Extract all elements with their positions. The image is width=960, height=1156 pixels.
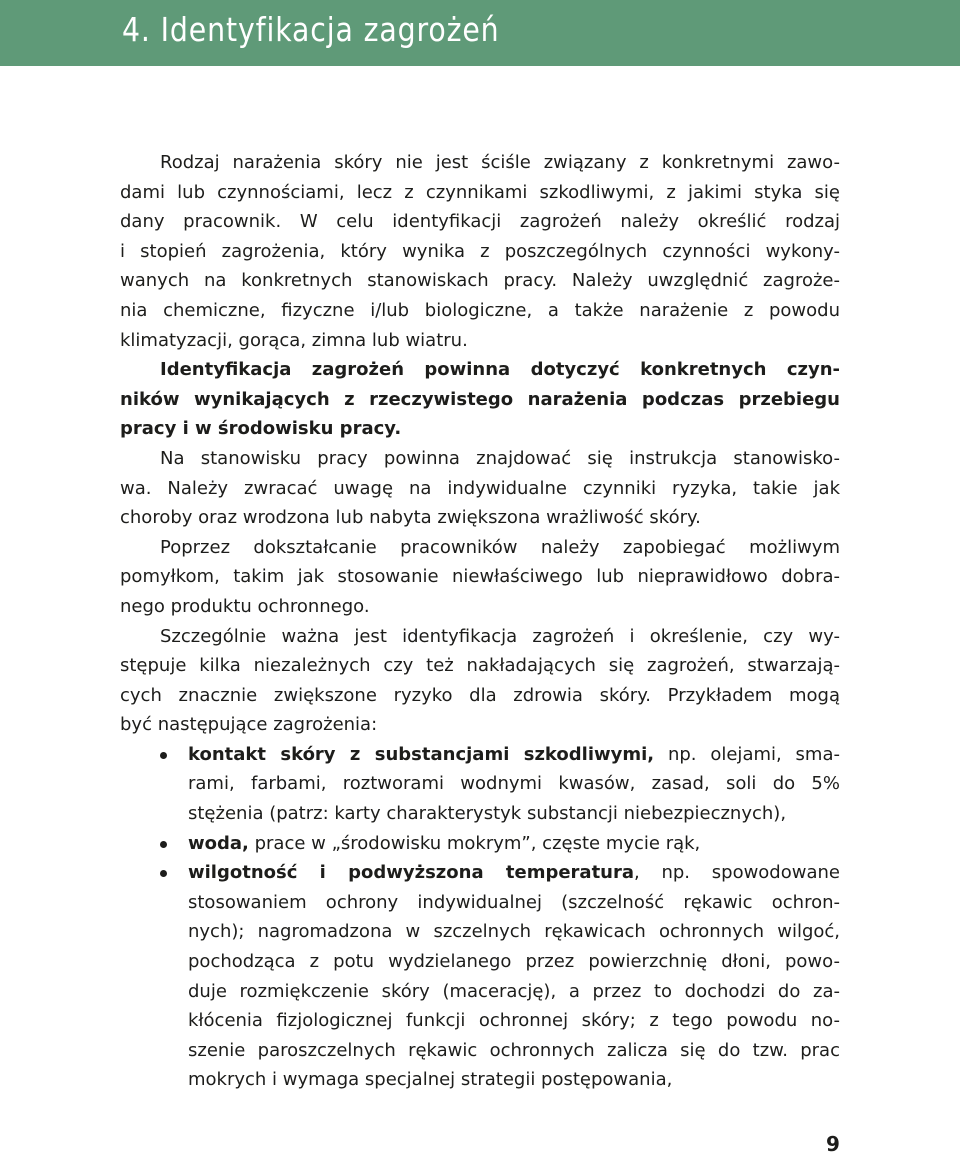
text-line: klimatyzacji, gorąca, zimna lub wiatru. [120,329,468,351]
page-body [120,148,840,1095]
text-line: stosowaniem ochrony indywidualnej (szczelność rękawic ochron- [188,891,840,913]
text-line: Rodzaj narażenia skóry nie jest ściśle związany z konkretnymi zawo- [160,152,840,173]
text-line: nia chemiczne, fizyczne i/lub biologiczne, a także narażenie z powodu [120,299,840,321]
text-line: choroby oraz wrodzona lub nabyta zwiększona wrażliwość skóry. [120,507,701,529]
page-number: 9 [826,1132,840,1156]
text-line: dami lub czynnościami, lecz z czynnikami szkodliwymi, z jakimi styka się [120,181,840,203]
bullet-text: , np. spowodowane [634,862,840,884]
chapter-title: 4. Identyfikacja zagrożeń [122,10,500,49]
bullet-icon [160,870,167,877]
text-line: Poprzez dokształcanie pracowników należy zapobiegać możliwym [160,536,840,558]
text-line: i stopień zagrożenia, który wynika z poszczególnych czynności wykony- [120,240,840,262]
text-line [188,740,840,770]
text-line [188,858,840,888]
text-line: cych znacznie zwiększone ryzyko dla zdrowia skóry. Przykładem mogą [120,684,840,706]
text-line: Szczególnie ważna jest identyfikacja zagrożeń i określenie, czy wy- [160,625,840,647]
text-line: nego produktu ochronnego. [120,595,370,617]
text-line: wa. Należy zwracać uwagę na indywidualne czynniki ryzyka, takie jak [120,477,840,499]
paragraph [120,444,840,533]
bullet-lead: woda, [188,832,249,854]
text-line: nych); nagromadzona w szczelnych rękawicach ochronnych wilgoć, [188,921,840,943]
chapter-header-bar [0,0,960,66]
text-line: być następujące zagrożenia: [120,714,378,736]
bullet-lead: wilgotność i podwyższona temperatura [188,862,635,884]
paragraph [120,533,840,622]
text-line: szenie paroszczelnych rękawic ochronnych zalicza się do tzw. prac [188,1039,840,1061]
text-line: ników wynikających z rzeczywistego narażenia podczas przebiegu [120,388,840,410]
list-item [120,829,840,859]
text-line: pracy i w środowisku pracy. [120,418,402,440]
text-line: rami, farbami, roztworami wodnymi kwasów, zasad, soli do 5% [188,773,840,795]
paragraph [120,622,840,740]
text-line: mokrych i wymaga specjalnej strategii postępowania, [188,1069,673,1091]
paragraph [120,148,840,355]
bullet-icon [160,752,167,759]
list-item [120,740,840,829]
text-line [188,829,840,859]
paragraphs [120,148,840,740]
bullet-icon [160,841,167,848]
bullet-text: np. olejami, sma- [654,743,840,765]
text-line: pochodząca z potu wydzielanego przez powierzchnię dłoni, powo- [188,951,840,973]
paragraph [120,355,840,444]
text-line: Identyfikacja zagrożeń powinna dotyczyć konkretnych czyn- [160,359,840,381]
text-line: duje rozmiękczenie skóry (macerację), a przez to dochodzi do za- [188,980,840,1002]
hazard-list [120,740,840,1095]
text-line: dany pracownik. W celu identyfikacji zagrożeń należy określić rodzaj [120,211,840,233]
text-line: stępuje kilka niezależnych czy też nakładających się zagrożeń, stwarzają- [120,655,840,677]
bullet-lead: kontakt skóry z substancjami szkodliwymi, [188,743,655,765]
text-line: pomyłkom, takim jak stosowanie niewłaściwego lub nieprawidłowo dobra- [120,566,840,588]
list-item [120,858,840,1095]
text-line: wanych na konkretnych stanowiskach pracy. Należy uwzględnić zagroże- [120,270,840,292]
text-line: stężenia (patrz: karty charakterystyk substancji niebezpiecznych), [188,803,787,825]
bullet-text: prace w „środowisku mokrym”, częste mycie rąk, [248,832,701,854]
text-line: kłócenia fizjologicznej funkcji ochronnej skóry; z tego powodu no- [188,1010,840,1032]
text-line: Na stanowisku pracy powinna znajdować się instrukcja stanowisko- [160,447,840,469]
